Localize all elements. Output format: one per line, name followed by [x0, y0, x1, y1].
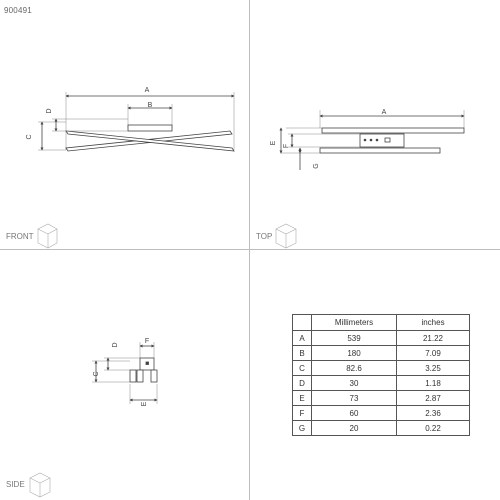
row-key: B [293, 346, 312, 361]
dimension-table [292, 314, 470, 436]
row-key: E [293, 391, 312, 406]
row-inches: 3.25 [397, 361, 470, 376]
front-label-d: D [46, 108, 53, 114]
row-key: F [293, 406, 312, 421]
table-row [293, 361, 470, 376]
top-label-f: F [283, 143, 290, 149]
row-mm: 82.6 [312, 361, 397, 376]
row-inches: 0.22 [397, 421, 470, 436]
product-code: 900491 [4, 6, 32, 15]
side-label-c: C [93, 371, 100, 377]
table-row [293, 346, 470, 361]
table-header-row [293, 315, 470, 331]
front-label-a: A [144, 87, 150, 94]
side-bar-left [130, 370, 136, 382]
side-cube-icon [30, 473, 50, 497]
row-mm: 73 [312, 391, 397, 406]
top-label-e: E [270, 140, 277, 146]
row-key: D [293, 376, 312, 391]
row-inches: 2.36 [397, 406, 470, 421]
front-housing [128, 125, 172, 131]
table-header-millimeters: Millimeters [312, 315, 397, 331]
top-bar-lower [320, 148, 440, 153]
table-row [293, 331, 470, 346]
top-view [280, 110, 464, 170]
row-mm: 180 [312, 346, 397, 361]
front-label-c: C [26, 134, 33, 140]
row-mm: 30 [312, 376, 397, 391]
row-key: G [293, 421, 312, 436]
table-row [293, 421, 470, 436]
row-mm: 20 [312, 421, 397, 436]
top-label-g: G [313, 163, 320, 169]
table-header-key [293, 315, 312, 331]
top-housing [360, 134, 404, 147]
row-mm: 60 [312, 406, 397, 421]
row-mm: 539 [312, 331, 397, 346]
row-inches: 1.18 [397, 376, 470, 391]
side-bar-right [151, 370, 157, 382]
table-header-inches: inches [397, 315, 470, 331]
row-inches: 2.87 [397, 391, 470, 406]
side-view-label: SIDE [6, 480, 25, 489]
table-row [293, 391, 470, 406]
side-label-d: D [112, 342, 119, 348]
front-view [38, 92, 234, 151]
row-inches: 21.22 [397, 331, 470, 346]
row-key: C [293, 361, 312, 376]
row-key: A [293, 331, 312, 346]
row-inches: 7.09 [397, 346, 470, 361]
top-label-a: A [381, 109, 387, 116]
table-row [293, 376, 470, 391]
side-view [92, 342, 157, 407]
top-bar-upper [322, 128, 464, 133]
side-bar-center [137, 370, 143, 382]
top-view-label: TOP [256, 232, 273, 241]
side-label-f: F [144, 338, 150, 345]
front-view-label: FRONT [6, 232, 34, 241]
top-cube-icon [276, 224, 296, 248]
table-row [293, 406, 470, 421]
front-cube-icon [38, 224, 57, 248]
front-label-b: B [147, 102, 153, 109]
side-label-e: E [141, 401, 148, 407]
